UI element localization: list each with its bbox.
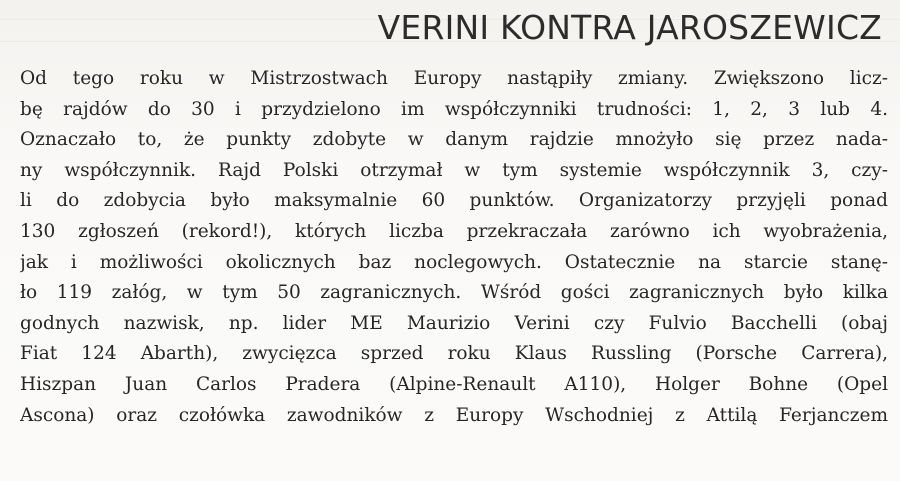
paragraph-line: 130 zgłoszeń (rekord!), których liczba przekraczała zarówno ich wyobrażenia, <box>20 220 888 242</box>
paragraph-line: ny współczynnik. Rajd Polski otrzymał w tym systemie współczynnik 3, czy- <box>20 159 888 181</box>
paragraph-line: Hiszpan Juan Carlos Pradera (Alpine-Renault A110), Holger Bohne (Opel <box>20 373 888 395</box>
chapter-heading: VERINI KONTRA JAROSZEWICZ <box>377 8 882 47</box>
paragraph-line: Oznaczało to, że punkty zdobyte w danym rajdzie mnożyło się przez nada- <box>20 129 888 151</box>
paragraph-line: li do zdobycia było maksymalnie 60 punktów. Organizatorzy przyjęli ponad <box>20 190 888 212</box>
paragraph-line: Od tego roku w Mistrzostwach Europy nastąpiły zmiany. Zwiększono licz- <box>20 68 888 89</box>
body-paragraph <box>20 64 888 431</box>
paragraph-line: ło 119 załóg, w tym 50 zagranicznych. Wśród gości zagranicznych było kilka <box>20 282 888 304</box>
paragraph-line: Ascona) oraz czołówka zawodników z Europy Wschodniej z Attilą Ferjanczem <box>20 404 888 426</box>
paragraph-line: jak i możliwości okolicznych baz noclegowych. Ostatecznie na starcie stanę- <box>20 251 888 273</box>
paragraph-line: godnych nazwisk, np. lider ME Maurizio Verini czy Fulvio Bacchelli (obaj <box>20 312 888 334</box>
paragraph-line: bę rajdów do 30 i przydzielono im współczynniki trudności: 1, 2, 3 lub 4. <box>20 98 888 120</box>
paragraph-line: Fiat 124 Abarth), zwycięzca sprzed roku Klaus Russling (Porsche Carrera), <box>20 343 888 365</box>
